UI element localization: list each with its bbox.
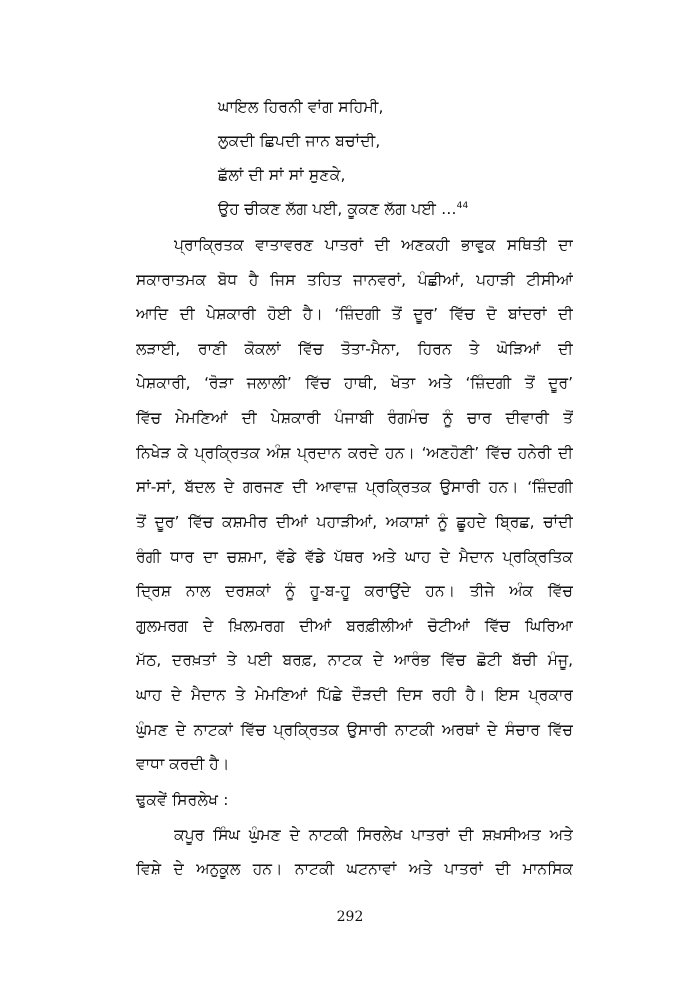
verse-line-last xyxy=(218,199,468,219)
footnote-marker: 44 xyxy=(456,200,469,211)
verse-line-text: ਉਹ ਚੀਕਣ ਲੱਗ ਪਈ, ਕੂਕਣ ਲੱਗ ਪਈ ... xyxy=(218,200,457,218)
paragraph-line: ਘੁੰਮਣ ਦੇ ਨਾਟਕਾਂ ਵਿੱਚ ਪ੍ਰਕ੍ਰਿਤਕ ਉਸਾਰੀ ਨਾਟਕੀ ਅਰਥਾਂ ਦੇ ਸੰਚਾਰ ਵਿੱਚ xyxy=(136,721,573,739)
verse-line: ਲੁਕਦੀ ਛਿਪਦੀ ਜਾਨ ਬਚਾਂਦੀ, xyxy=(218,132,381,150)
paragraph-line: ਵਾਧਾ ਕਰਦੀ ਹੈ। xyxy=(136,755,230,773)
paragraph-line: ਸਕਾਰਾਤਮਕ ਬੋਧ ਹੈ ਜਿਸ ਤਹਿਤ ਜਾਨਵਰਾਂ, ਪੰਛੀਆਂ, ਪਹਾੜੀ ਟੀਸੀਆਂ xyxy=(136,271,573,289)
page-number: 292 xyxy=(336,909,364,925)
paragraph-line: ਪ੍ਰਾਕ੍ਰਿਤਕ ਵਾਤਾਵਰਣ ਪਾਤਰਾਂ ਦੀ ਅਣਕਹੀ ਭਾਵੁਕ ਸਥਿਤੀ ਦਾ xyxy=(174,236,573,254)
paragraph-line: ਘਾਹ ਦੇ ਮੈਦਾਨ ਤੇ ਮੇਮਣਿਆਂ ਪਿੱਛੇ ਦੌੜਦੀ ਦਿਸ ਰਹੀ ਹੈ। ਇਸ ਪ੍ਰਕਾਰ xyxy=(136,686,573,704)
section-heading: ਢੁਕਵੇਂ ਸਿਰਲੇਖ : xyxy=(136,791,229,809)
paragraph-line: ਲੜਾਈ, ਰਾਣੀ ਕੋਕਲਾਂ ਵਿੱਚ ਤੋਤਾ-ਮੈਨਾ, ਹਿਰਨ ਤੇ ਘੋੜਿਆਂ ਦੀ xyxy=(136,340,573,358)
paragraph-line: ਨਿਖੇੜ ਕੇ ਪ੍ਰਕ੍ਰਿਤਕ ਅੰਸ਼ ਪ੍ਰਦਾਨ ਕਰਦੇ ਹਨ। ‘ਅਣਹੋਣੀ’ ਵਿੱਚ ਹਨੇਰੀ ਦੀ xyxy=(136,444,573,462)
paragraph-line: ਗੁਲਮਰਗ ਦੇ ਖ਼ਿਲਮਰਗ ਦੀਆਂ ਬਰਫ਼ੀਲੀਆਂ ਚੋਟੀਆਂ ਵਿੱਚ ਘਿਰਿਆ xyxy=(136,617,573,635)
verse-line: ਘਾਇਲ ਹਿਰਨੀ ਵਾਂਗ ਸਹਿਮੀ, xyxy=(218,98,384,116)
paragraph-line: ਮੱਠ, ਦਰਖ਼ਤਾਂ ਤੇ ਪਈ ਬਰਫ਼, ਨਾਟਕ ਦੇ ਆਰੰਭ ਵਿੱਚ ਛੋਟੀ ਬੱਚੀ ਮੰਜੂ, xyxy=(136,651,573,669)
verse-line: ਛੱਲਾਂ ਦੀ ਸਾਂ ਸਾਂ ਸੁਣਕੇ, xyxy=(218,166,346,184)
paragraph-line: ਸਾਂ-ਸਾਂ, ਬੱਦਲ ਦੇ ਗਰਜਣ ਦੀ ਆਵਾਜ਼ ਪ੍ਰਕ੍ਰਿਤਕ ਉਸਾਰੀ ਹਨ। ‘ਜ਼ਿੰਦਗੀ xyxy=(136,478,573,496)
paragraph-line: ਰੰਗੀ ਧਾਰ ਦਾ ਚਸ਼ਮਾ, ਵੱਡੇ ਵੱਡੇ ਪੱਥਰ ਅਤੇ ਘਾਹ ਦੇ ਮੈਦਾਨ ਪ੍ਰਕ੍ਰਿਤਿਕ xyxy=(136,548,573,566)
paragraph-line: ਵਿੱਚ ਮੇਮਣਿਆਂ ਦੀ ਪੇਸ਼ਕਾਰੀ ਪੰਜਾਬੀ ਰੰਗਮੰਚ ਨੂੰ ਚਾਰ ਦੀਵਾਰੀ ਤੋਂ xyxy=(136,409,573,427)
paragraph-line: ਆਦਿ ਦੀ ਪੇਸ਼ਕਾਰੀ ਹੋਈ ਹੈ। ‘ਜ਼ਿੰਦਗੀ ਤੋਂ ਦੂਰ’ ਵਿੱਚ ਦੋ ਬਾਂਦਰਾਂ ਦੀ xyxy=(136,305,573,323)
paragraph-line: ਦ੍ਰਿਸ਼ ਨਾਲ ਦਰਸ਼ਕਾਂ ਨੂੰ ਹੂ-ਬ-ਹੂ ਕਰਾਉਂਦੇ ਹਨ। ਤੀਜੇ ਅੰਕ ਵਿੱਚ xyxy=(136,582,573,600)
paragraph-line: ਕਪੂਰ ਸਿੰਘ ਘੁੰਮਣ ਦੇ ਨਾਟਕੀ ਸਿਰਲੇਖ ਪਾਤਰਾਂ ਦੀ ਸ਼ਖ਼ਸੀਅਤ ਅਤੇ xyxy=(174,826,573,844)
paragraph-line: ਤੋਂ ਦੂਰ’ ਵਿੱਚ ਕਸ਼ਮੀਰ ਦੀਆਂ ਪਹਾੜੀਆਂ, ਅਕਾਸ਼ਾਂ ਨੂੰ ਛੂਹਦੇ ਬ੍ਰਿਛ, ਚਾਂਦੀ xyxy=(136,513,573,531)
paragraph-line: ਪੇਸ਼ਕਾਰੀ, ‘ਰੋੜਾ ਜਲਾਲੀ’ ਵਿੱਚ ਹਾਥੀ, ਖੋਤਾ ਅਤੇ ‘ਜ਼ਿੰਦਗੀ ਤੋਂ ਦੂਰ’ xyxy=(136,374,573,392)
paragraph-line: ਵਿਸ਼ੇ ਦੇ ਅਨੁਕੂਲ ਹਨ। ਨਾਟਕੀ ਘਟਨਾਵਾਂ ਅਤੇ ਪਾਤਰਾਂ ਦੀ ਮਾਨਸਿਕ xyxy=(136,860,573,878)
